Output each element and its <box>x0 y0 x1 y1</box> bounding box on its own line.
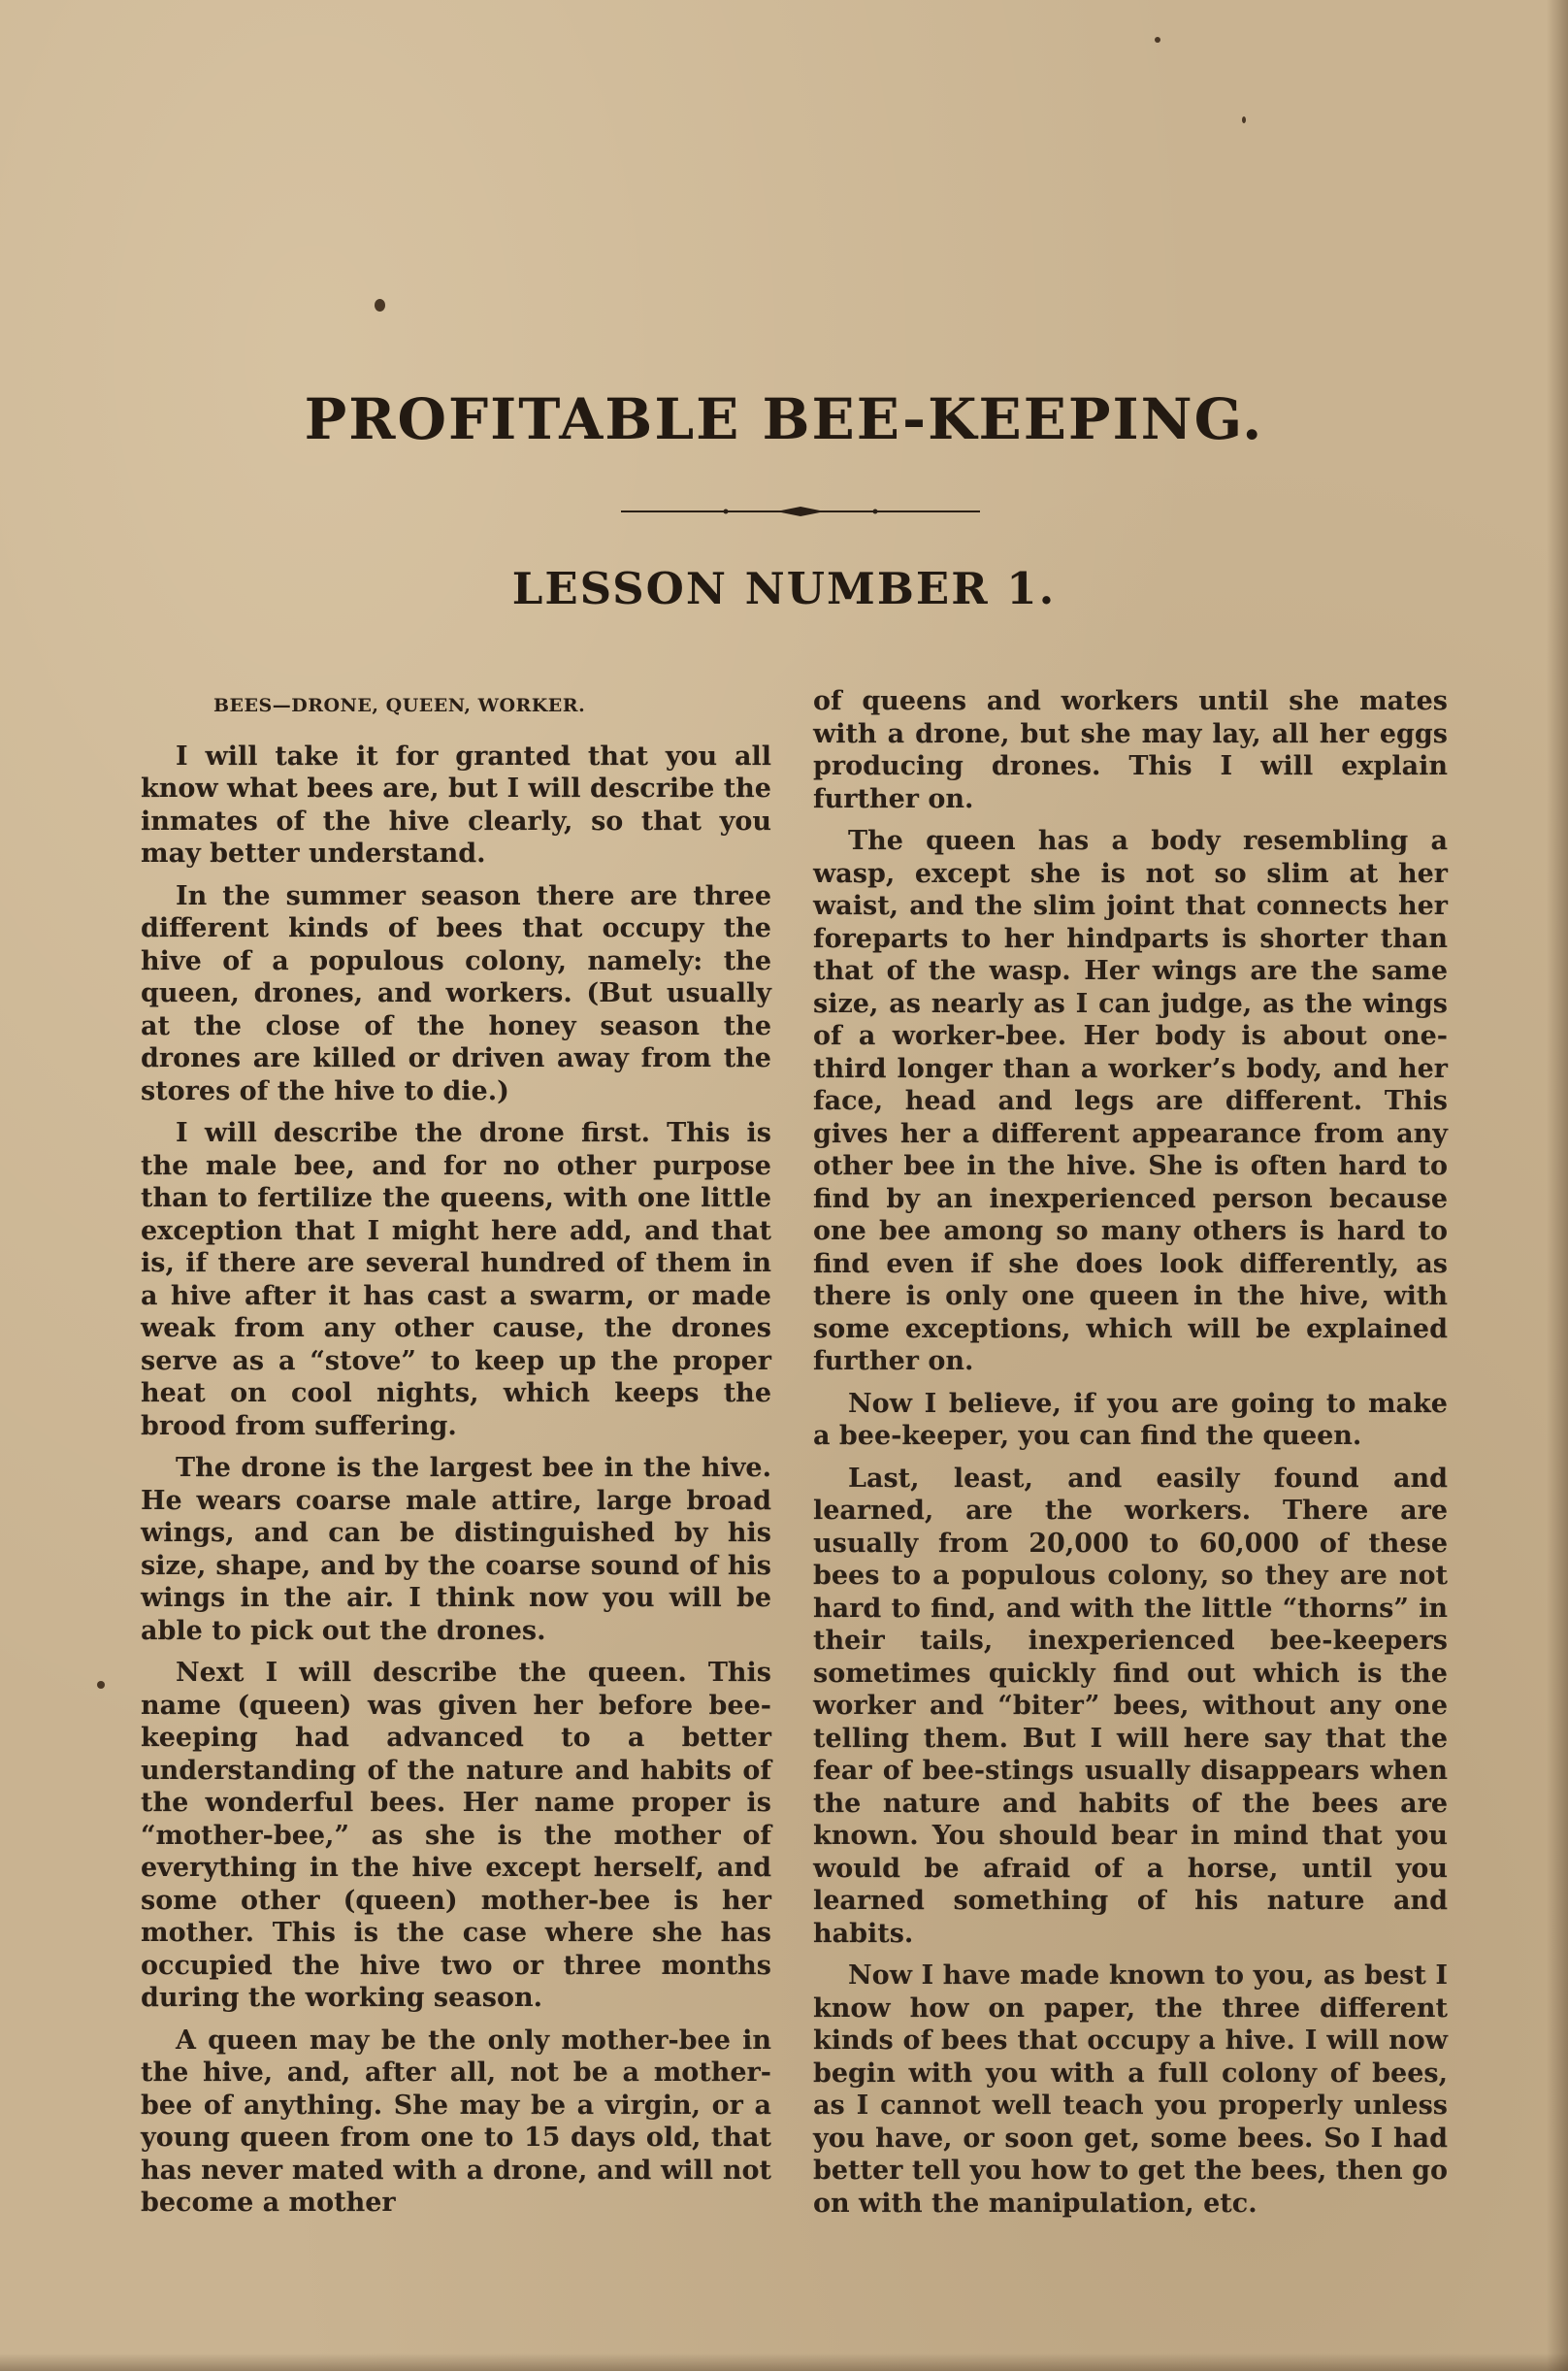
paragraph: I will take it for granted that you all know what bees are, but I will describe the inmates of the hive clearly, so that you may better understand. <box>141 741 771 869</box>
paragraph: The queen has a body resembling a wasp, except she is not so slim at her waist, and the slim joint that connects her foreparts to her hindparts is shorter than that of the wasp. Her wings are the same size, as nearly as I can judge, as the wings of a worker-bee. Her body is about one-third longer than a worker’s body, and her face, head and legs are different. This gives her a different appearance from any other bee in the hive. She is often hard to find by an inexperienced person because one bee among so many others is hard to find even if she does look differently, as there is only one queen in the hive, with some exceptions, which will be explained further on. <box>813 826 1448 1376</box>
paper-speck <box>97 1681 105 1689</box>
paragraph: I will describe the drone first. This is the male bee, and for no other purpose than to fertilize the queens, with one little exception that I might here add, and that is, if there are several hundred of them in a hive after it has cast a swarm, or made weak from any other cause, the drones serve as a “stove” to keep up the proper heat on cool nights, which keeps the brood from suffering. <box>141 1118 771 1441</box>
lesson-heading: LESSON NUMBER 1. <box>511 563 1057 614</box>
paragraph: Now I believe, if you are going to make a bee-keeper, you can find the queen. <box>813 1388 1448 1451</box>
title-rule-ornament <box>621 505 980 518</box>
page-title: PROFITABLE BEE-KEEPING. <box>304 386 1264 452</box>
paragraph: Next I will describe the queen. This name (queen) was given her before bee-keeping had advanced to a better understanding of the nature and habits of the wonderful bees. Her name proper is “mother-bee,” as she is the mother of everything in the hive except herself, and some other (queen) mother-bee is her mother. This is the case where she has occupied the hive two or three months during the working season. <box>141 1658 771 2013</box>
left-column <box>141 684 771 2229</box>
paragraph-continuation: of queens and workers until she mates with a drone, but she may lay, all her eggs producing drones. This I will explain further on. <box>813 686 1448 814</box>
paragraph: In the summer season there are three different kinds of bees that occupy the hive of a populous colony, namely: the queen, drones, and workers. (But usually at the close of the honey season the drones are killed or driven away from the stores of the hive to die.) <box>141 880 771 1106</box>
paragraph: The drone is the largest bee in the hive. He wears coarse male attire, large broad wings, and can be distinguished by his size, shape, and by the coarse sound of his wings in the air. I think now you will be able to pick out the drones. <box>141 1453 771 1646</box>
page-bottom-shadow <box>0 2354 1568 2371</box>
section-heading: BEES—DRONE, QUEEN, WORKER. <box>213 695 586 716</box>
paragraph: Now I have made known to you, as best I know how on paper, the three different kinds of bees that occupy a hive. I will now begin with you with a full colony of bees, as I cannot well teach you properly unless you have, or soon get, some bees. So I had better tell you how to get the bees, then go on with the manipulation, etc. <box>813 1960 1448 2219</box>
paper-speck <box>1242 116 1246 123</box>
paragraph: A queen may be the only mother-bee in the hive, and, after all, not be a mother-bee of anything. She may be a virgin, or a young queen from one to 15 days old, that has never mated with a drone, and will not become a mother <box>141 2025 771 2218</box>
paper-speck <box>375 299 385 312</box>
page-edge-shadow <box>1547 0 1568 2371</box>
paper-speck <box>1155 37 1160 43</box>
paragraph: Last, least, and easily found and learned, are the workers. There are usually from 20,000 to 60,000 of these bees to a populous colony, so they are not hard to find, and with the little “thorns” in their tails, inexperienced bee-keepers sometimes quickly find out which is the worker and “biter” bees, without any one telling them. But I will here say that the fear of bee-stings usually disappears when the nature and habits of the bees are known. You should bear in mind that you would be afraid of a horse, until you learned something of his nature and habits. <box>813 1463 1448 1949</box>
right-column <box>813 685 1448 2229</box>
